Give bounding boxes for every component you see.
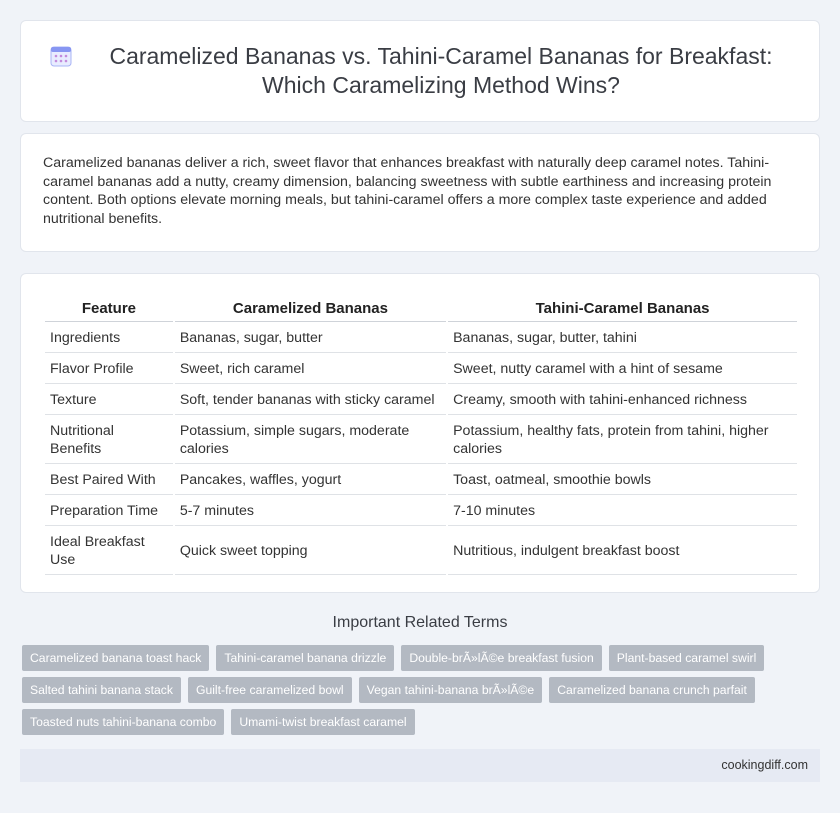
related-terms-heading: Important Related Terms [332,614,508,631]
table-row [45,497,797,526]
related-term-tag[interactable]: Caramelized banana toast hack [22,645,209,671]
caramelized-cell: Quick sweet topping [175,528,446,575]
table-row [45,386,797,415]
comparison-card [20,273,820,593]
related-term-tag[interactable]: Tahini-caramel banana drizzle [216,645,394,671]
related-term-tag[interactable]: Salted tahini banana stack [22,677,181,703]
table-row [45,417,797,464]
feature-cell: Nutritional Benefits [45,417,173,464]
calendar-icon [49,44,73,68]
feature-cell: Best Paired With [45,466,173,495]
caramelized-cell: Sweet, rich caramel [175,355,446,384]
footer-site-link[interactable]: cookingdiff.com [721,758,808,772]
related-term-tag[interactable]: Double-brÃ»lÃ©e breakfast fusion [401,645,601,671]
table-row [45,324,797,353]
related-term-tag[interactable]: Umami-twist breakfast caramel [231,709,414,735]
summary-text: Caramelized bananas deliver a rich, sweet flavor that enhances breakfast with naturally deep caramel notes. Tahini-caramel bananas add a nutty, creamy dimension, balancing sweetness with subtle earthiness and increasing protein content. Both options elevate morning meals, but tahini-caramel offers a more complex taste experience and added nutritional benefits. [43,155,772,227]
caramelized-cell: Soft, tender bananas with sticky caramel [175,386,446,415]
feature-cell: Flavor Profile [45,355,173,384]
related-term-tag[interactable]: Toasted nuts tahini-banana combo [22,709,224,735]
table-row [45,466,797,495]
feature-cell: Ingredients [45,324,173,353]
feature-cell: Ideal Breakfast Use [45,528,173,575]
feature-cell: Texture [45,386,173,415]
feature-cell: Preparation Time [45,497,173,526]
header-card [20,20,820,122]
tahini-cell: Potassium, healthy fats, protein from tahini, higher calories [448,417,797,464]
caramelized-cell: Bananas, sugar, butter [175,324,446,353]
tahini-cell: 7-10 minutes [448,497,797,526]
related-term-tag[interactable]: Plant-based caramel swirl [609,645,765,671]
tahini-cell: Toast, oatmeal, smoothie bowls [448,466,797,495]
caramelized-cell: 5-7 minutes [175,497,446,526]
related-term-tag[interactable]: Vegan tahini-banana brÃ»lÃ©e [359,677,543,703]
header-feature: Feature [45,296,173,322]
related-term-tag[interactable]: Caramelized banana crunch parfait [549,677,755,703]
caramelized-cell: Potassium, simple sugars, moderate calories [175,417,446,464]
page-title: Caramelized Bananas vs. Tahini-Caramel Bananas for Breakfast: Which Caramelizing Method Wins? [109,43,773,98]
tahini-cell: Sweet, nutty caramel with a hint of sesame [448,355,797,384]
related-terms-list [22,645,812,741]
table-row [45,528,797,575]
related-term-tag[interactable]: Guilt-free caramelized bowl [188,677,352,703]
comparison-table [43,294,799,577]
table-row [45,355,797,384]
header-tahini-caramel: Tahini-Caramel Bananas [448,296,797,322]
footer [20,749,820,782]
table-header-row [45,296,797,322]
tahini-cell: Creamy, smooth with tahini-enhanced richness [448,386,797,415]
caramelized-cell: Pancakes, waffles, yogurt [175,466,446,495]
summary-card [20,133,820,252]
tahini-cell: Nutritious, indulgent breakfast boost [448,528,797,575]
header-caramelized: Caramelized Bananas [175,296,446,322]
tahini-cell: Bananas, sugar, butter, tahini [448,324,797,353]
